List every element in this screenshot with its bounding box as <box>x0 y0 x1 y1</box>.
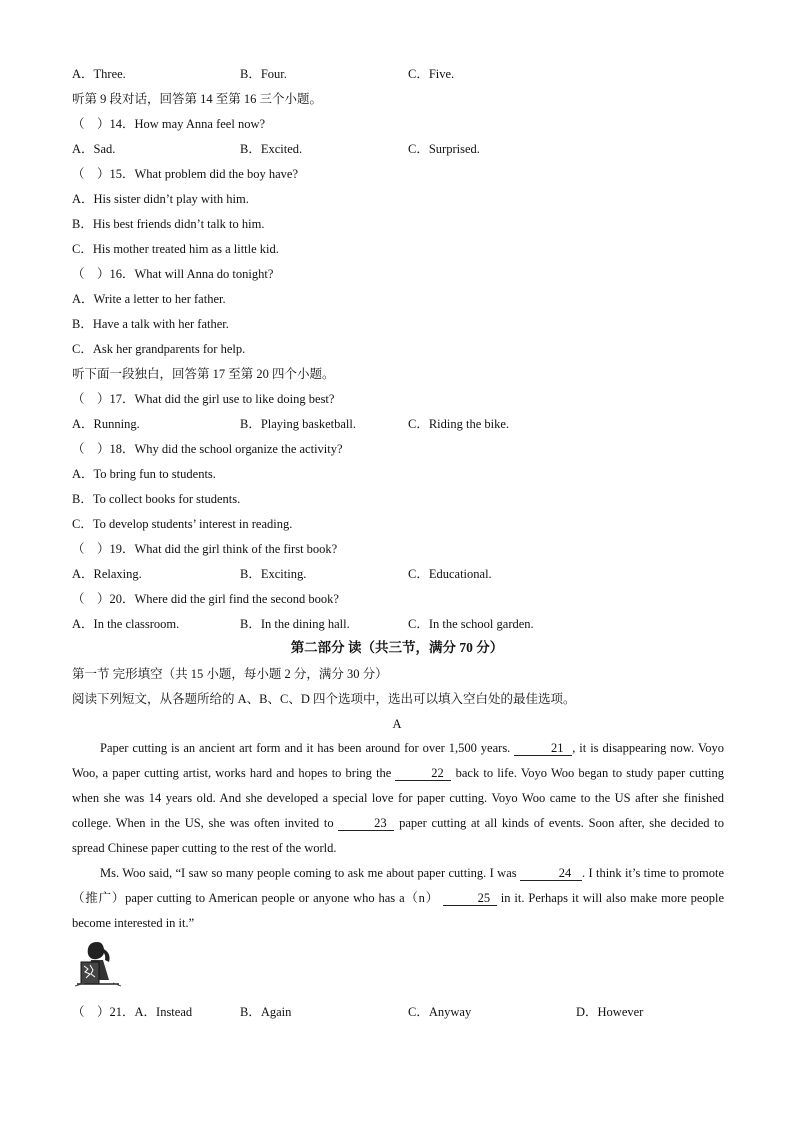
passage-text: paper cutting at all kinds of events. Soon after, she decided to spread Chinese paper cutting to the rest of the world. <box>72 816 724 855</box>
passage-text: back to life. Voyo Woo began to study paper cutting when she was 14 years old. And she developed a special love for paper cutting. Voyo Woo came to the US after she finished college. When in the US, she was often invited to <box>72 766 725 830</box>
option-c: C．Ask her grandparents for help. <box>72 342 246 356</box>
options-row <box>72 416 510 432</box>
question-16: （ ）16．What will Anna do tonight? <box>72 267 274 281</box>
option-c: C．Educational. <box>408 567 492 581</box>
blank-24[interactable]: 24 <box>520 866 582 881</box>
option-b: B．Exciting. <box>240 567 307 581</box>
blank-25[interactable]: 25 <box>443 891 497 906</box>
option-b: B．Four. <box>240 67 287 81</box>
option-c: C．His mother treated him as a little kid. <box>72 242 279 256</box>
instruction-line: 听下面一段独白，回答第 17 至第 20 四个小题。 <box>72 367 335 381</box>
option-a: A．In the classroom. <box>72 617 180 631</box>
question-18: （ ）18．Why did the school organize the activity? <box>72 442 343 456</box>
paper-cutting-illustration <box>75 940 121 988</box>
option-c: C．Surprised. <box>408 142 480 156</box>
option-c: C．Riding the bike. <box>408 417 510 431</box>
blank-21[interactable]: 21 <box>514 741 572 756</box>
options-row <box>72 616 534 632</box>
option-d: D．However <box>576 1005 644 1019</box>
question-14: （ ）14．How may Anna feel now? <box>72 117 266 131</box>
passage-paragraph-2 <box>72 861 724 936</box>
option-c: C．Anyway <box>408 1005 472 1019</box>
option-b: B．Excited. <box>240 142 303 156</box>
blank-23[interactable]: 23 <box>338 816 394 831</box>
instruction-line: 听第 9 段对话，回答第 14 至第 16 三个小题。 <box>72 92 323 106</box>
option-b: B．His best friends didn’t talk to him. <box>72 217 265 231</box>
passage-paragraph-1 <box>72 736 724 861</box>
question-20: （ ）20．Where did the girl find the second book? <box>72 592 339 606</box>
option-a: A．Write a letter to her father. <box>72 292 226 306</box>
option-a: A．Sad. <box>72 142 116 156</box>
option-a: A．His sister didn’t play with him. <box>72 192 249 206</box>
paper-cutting-artist-icon <box>75 940 121 988</box>
passage-text: in it. Perhaps it will also make more people become interested in it.” <box>72 891 725 930</box>
option-c: C．Five. <box>408 67 455 81</box>
section-instruction: 阅读下列短文，从各题所给的 A、B、C、D 四个选项中，选出可以填入空白处的最佳选项。 <box>72 692 576 706</box>
options-row <box>72 66 455 82</box>
options-row <box>72 566 492 582</box>
option-a: A．Three. <box>72 67 126 81</box>
option-a: A．Running. <box>72 417 140 431</box>
option-b: B．Again <box>240 1005 292 1019</box>
option-c: C．In the school garden. <box>408 617 534 631</box>
passage-label: A <box>392 717 402 731</box>
option-b: B．To collect books for students. <box>72 492 241 506</box>
question-19: （ ）19．What did the girl think of the first book? <box>72 542 338 556</box>
passage-text: . I think it’s time to promote（推广）paper cutting to American people or anyone who has a（n） <box>72 866 724 905</box>
blank-22[interactable]: 22 <box>395 766 451 781</box>
section-title: 第一节 完形填空（共 15 小题，每小题 2 分，满分 30 分） <box>72 667 388 681</box>
options-row <box>72 141 480 157</box>
option-a: A．To bring fun to students. <box>72 467 216 481</box>
question-21 <box>72 1004 644 1020</box>
option-c: C．To develop students’ interest in reading. <box>72 517 293 531</box>
option-b: B．In the dining hall. <box>240 617 350 631</box>
passage-text: Paper cutting is an ancient art form and it has been around for over 1,500 years. <box>100 741 511 755</box>
question-17: （ ）17．What did the girl use to like doing best? <box>72 392 335 406</box>
question-15: （ ）15．What problem did the boy have? <box>72 167 298 181</box>
passage-text: , it is disappearing now. Voyo Woo, a paper cutting artist, works hard and hopes to bring the <box>72 741 724 780</box>
part-title: 第二部分 读（共三节，满分 70 分） <box>290 640 504 655</box>
option-b: B．Playing basketball. <box>240 417 356 431</box>
option-b: B．Have a talk with her father. <box>72 317 229 331</box>
question-21-stem: （ ）21．A．Instead <box>72 1005 193 1019</box>
option-a: A．Relaxing. <box>72 567 142 581</box>
passage-text: Ms. Woo said, “I saw so many people coming to ask me about paper cutting. I was <box>100 866 517 880</box>
